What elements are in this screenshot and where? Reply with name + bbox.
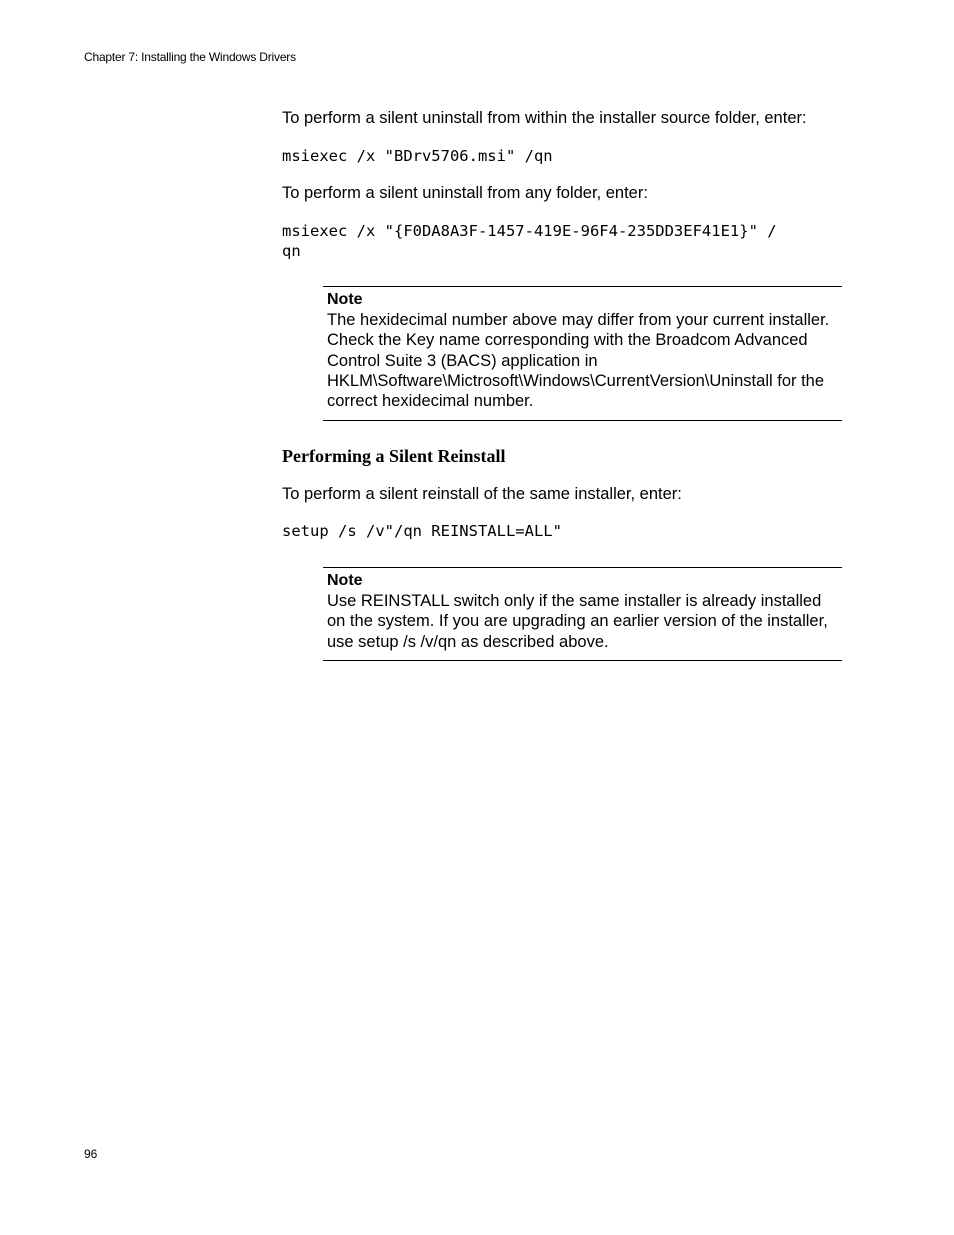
running-header: Chapter 7: Installing the Windows Drivers (84, 50, 296, 64)
page-number: 96 (84, 1147, 98, 1161)
uninstall-any-folder-text: To perform a silent uninstall from any folder, enter: (282, 184, 648, 202)
uninstall-source-folder-text: To perform a silent uninstall from within the installer source folder, enter: (282, 109, 807, 127)
note-body: The hexidecimal number above may differ from your current installer. Check the Key name corresponding with the Broadcom Advanced Control Suite 3 (BACS) application in HKLM\Software\Mictrosoft\Windows\CurrentVersion\Uninstall for the correct hexidecimal number. (327, 311, 830, 411)
note-reinstall-switch (323, 567, 842, 661)
note-title: Note (327, 572, 363, 589)
uninstall-any-folder-command-line1: msiexec /x "{F0DA8A3F-1457-419E-96F4-235DD3EF41E1}" / (282, 222, 777, 240)
uninstall-source-folder-command: msiexec /x "BDrv5706.msi" /qn (282, 147, 553, 165)
note-body: Use REINSTALL switch only if the same installer is already installed on the system. If you are upgrading an earlier version of the installer, use setup /s /v/qn as described above. (327, 592, 828, 651)
uninstall-any-folder-command (282, 221, 777, 261)
section-heading-silent-reinstall: Performing a Silent Reinstall (282, 446, 506, 466)
reinstall-text: To perform a silent reinstall of the same installer, enter: (282, 485, 682, 503)
note-hexadecimal (323, 286, 842, 421)
reinstall-command: setup /s /v"/qn REINSTALL=ALL" (282, 522, 562, 540)
uninstall-any-folder-command-line2: qn (282, 242, 301, 260)
note-title: Note (327, 291, 363, 308)
